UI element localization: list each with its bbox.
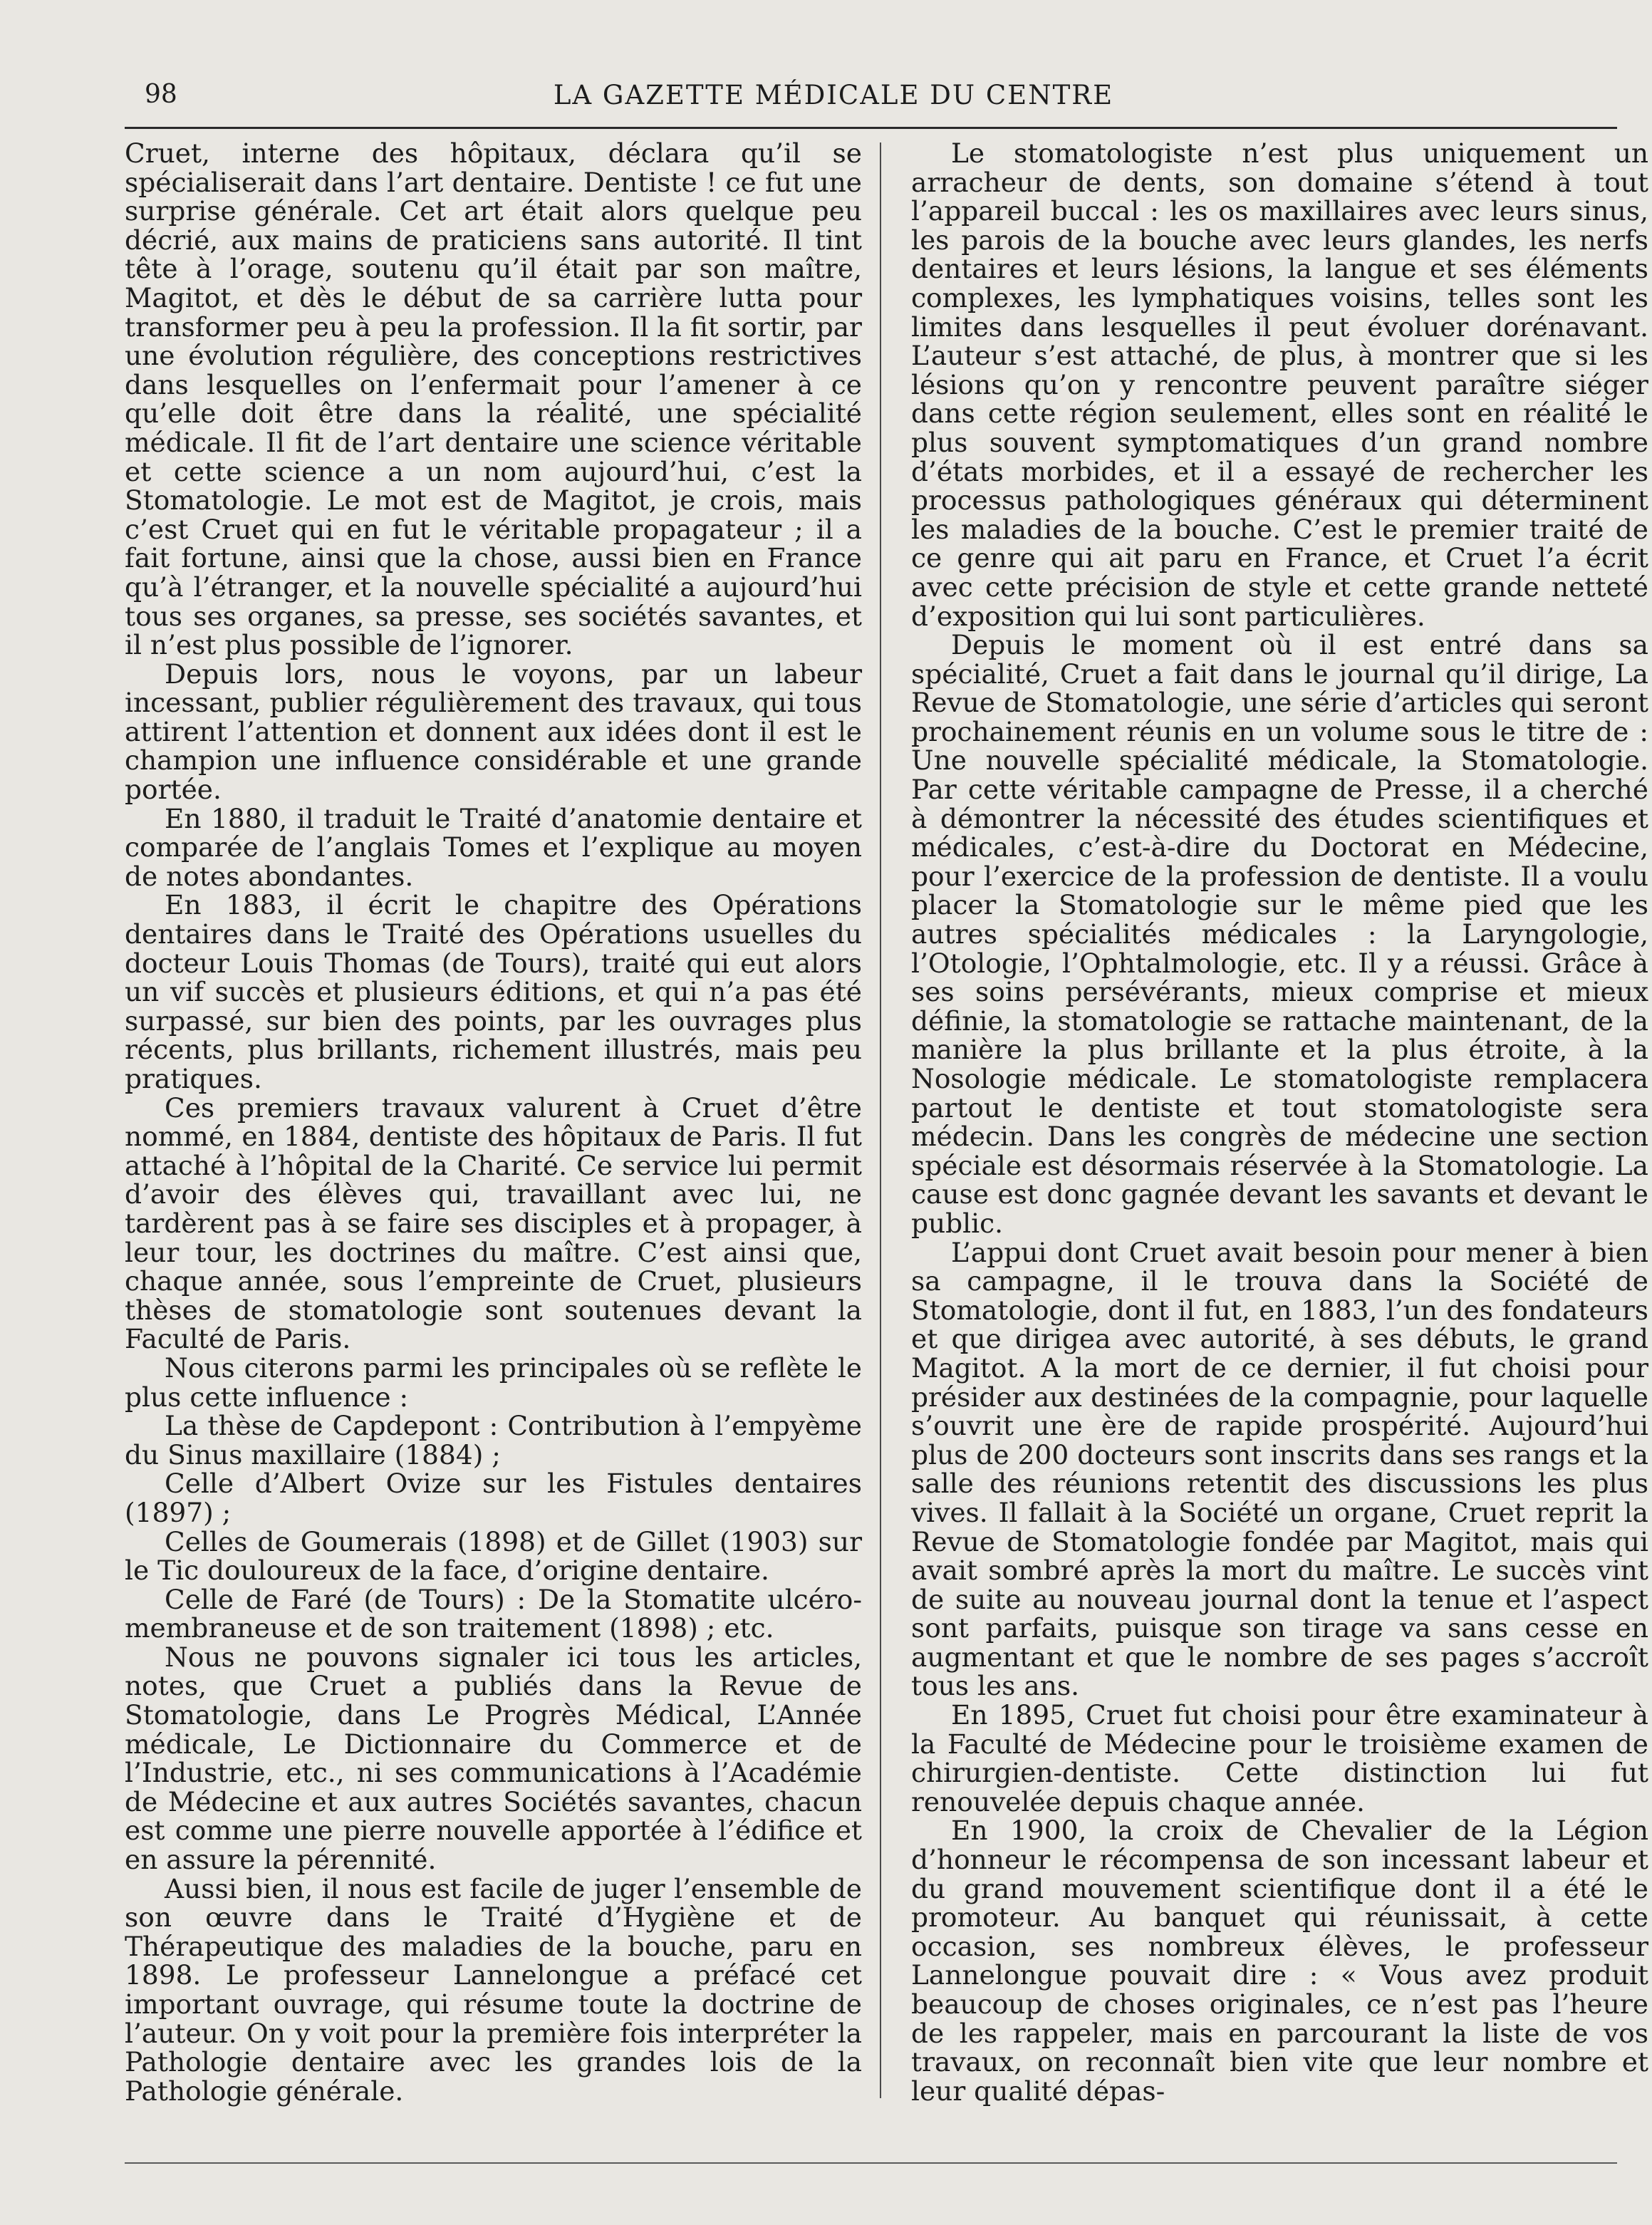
paragraph: Celle de Faré (de Tours) : De la Stomatite ulcéro-membraneuse et de son traitement (1898) ; etc. (125, 1583, 862, 1644)
paragraph: Ces premiers travaux valurent à Cruet d’être nommé, en 1884, dentiste des hôpitaux de Paris. Il fut attaché à l’hôpital de la Charité. Ce service lui permit d’avoir des élèves qui, travaillant avec lui, ne tardèrent pas à se faire ses disciples et à propager, à leur tour, les doctrines du maître. C’est ainsi que, chaque année, sous l’empreinte de Cruet, plusieurs thèses de stomatologie sont soutenues devant la Faculté de Paris. (125, 1091, 862, 1355)
paragraph: Celles de Goumerais (1898) et de Gillet (1903) sur le Tic douloureux de la face, d’origine dentaire. (125, 1525, 862, 1587)
paragraph: Depuis le moment où il est entré dans sa spécialité, Cruet a fait dans le journal qu’il dirige, La Revue de Stomatologie, une série d’articles qui seront prochainement réunis en un volume sous le titre de : Une nouvelle spécialité médicale, la Stomatologie. Par cette véritable campagne de Presse, il a cherché à démontrer la nécessité des études scientifiques et médicales, c’est-à-dire du Doctorat en Médecine, pour l’exercice de la profession de dentiste. Il a voulu placer la Stomatologie sur le même pied que les autres spécialités médicales : la Laryngologie, l’Otologie, l’Ophtalmologie, etc. Il y a réussi. Grâce à ses soins persévérants, mieux comprise et mieux définie, la stomatologie se rattache maintenant, de la manière la plus brillante et la plus étroite, à la Nosologie médicale. Le stomatologiste remplacera partout le dentiste et tout stomatologiste sera médecin. Dans les congrès de médecine une section spéciale est désormais réservée à la Stomatologie. La cause est donc gagnée devant les savants et devant le public. (911, 629, 1648, 1239)
paragraph: Le stomatologiste n’est plus uniquement un arracheur de dents, son domaine s’étend à tout l’appareil buccal : les os maxillaires avec leurs sinus, les parois de la bouche avec leurs glandes, les nerfs dentaires et leurs lésions, la langue et ses éléments complexes, les lymphatiques voisins, telles sont les limites dans lesquelles il peut évoluer dorénavant. L’auteur s’est attaché, de plus, à montrer que si les lésions qu’on y rencontre peuvent paraître siéger dans cette région seulement, elles sont en réalité le plus souvent symptomatiques d’un grand nombre d’états morbides, et il a essayé de rechercher les processus pathologiques généraux qui déterminent les maladies de la bouche. C’est le premier traité de ce genre qui ait paru en France, et Cruet l’a écrit avec cette précision de style et cette grande netteté d’exposition qui lui sont particulières. (911, 138, 1648, 632)
paragraph: En 1895, Cruet fut choisi pour être examinateur à la Faculté de Médecine pour le troisième examen de chirurgien-dentiste. Cette distinction lui fut renouvelée depuis chaque année. (911, 1699, 1648, 1817)
column-divider (880, 142, 881, 2098)
right-column (911, 139, 1648, 2105)
paragraph: La thèse de Capdepont : Contribution à l’empyème du Sinus maxillaire (1884) ; (125, 1410, 862, 1471)
header-rule (125, 127, 1617, 129)
paragraph: Aussi bien, il nous est facile de juger l’ensemble de son œuvre dans le Traité d’Hygiène et de Thérapeutique des maladies de la bouche, paru en 1898. Le professeur Lannelongue a préfacé cet important ouvrage, qui résume toute la doctrine de l’auteur. On y voit pour la première fois interpréter la Pathologie dentaire avec les grandes lois de la Pathologie générale. (125, 1872, 862, 2107)
paragraph: Depuis lors, nous le voyons, par un labeur incessant, publier régulièrement des travaux, qui tous attirent l’attention et donnent aux idées dont il est le champion une influence considérable et une grande portée. (125, 658, 862, 806)
paragraph: Nous ne pouvons signaler ici tous les articles, notes, que Cruet a publiés dans la Revue de Stomatologie, dans Le Progrès Médical, L’Année médicale, Le Dictionnaire du Commerce et de l’Industrie, etc., ni ses communications à l’Académie de Médecine et aux autres Sociétés savantes, chacun est comme une pierre nouvelle apportée à l’édifice et en assure la pérennité. (125, 1641, 862, 1876)
paragraph: Celle d’Albert Ovize sur les Fistules dentaires (1897) ; (125, 1468, 862, 1528)
page-number: 98 (145, 80, 177, 109)
footer-rule (125, 2162, 1617, 2164)
paragraph: Cruet, interne des hôpitaux, déclara qu’il se spécialiserait dans l’art dentaire. Dentiste ! ce fut une surprise générale. Cet art était alors quelque peu décrié, aux mains de praticiens sans autorité. Il tint tête à l’orage, soutenu qu’il était par son maître, Magitot, et dès le début de sa carrière lutta pour transformer peu à peu la profession. Il la fit sortir, par une évolution régulière, des conceptions restrictives dans lesquelles on l’enfermait pour l’amener à ce qu’elle doit être dans la réalité, une spécialité médicale. Il fit de l’art dentaire une science véritable et cette science a un nom aujourd’hui, c’est la Stomatologie. Le mot est de Magitot, je crois, mais c’est Cruet qui en fut le véritable propagateur ; il a fait fortune, ainsi que la chose, aussi bien en France qu’à l’étranger, et la nouvelle spécialité a aujourd’hui tous ses organes, sa presse, ses sociétés savantes, et il n’est plus possible de l’ignorer. (125, 138, 862, 661)
paragraph: Nous citerons parmi les principales où se reflète le plus cette influence : (125, 1352, 862, 1413)
paragraph: En 1900, la croix de Chevalier de la Légion d’honneur le récompensa de son incessant labeur et du grand mouvement scientifique dont il a été le promoteur. Au banquet qui réunissait, à cette occasion, ses nombreux élèves, le professeur Lannelongue pouvait dire : « Vous avez produit beaucoup de choses originales, ce n’est pas l’heure de les rappeler, mais en parcourant la liste de vos travaux, on reconnaît bien vite que leur nombre et leur qualité dépas- (911, 1815, 1648, 2107)
paragraph: En 1880, il traduit le Traité d’anatomie dentaire et comparée de l’anglais Tomes et l’explique au moyen de notes abondantes. (125, 802, 862, 892)
left-column (125, 139, 862, 2105)
running-title: LA GAZETTE MÉDICALE DU CENTRE (553, 80, 1114, 110)
paragraph: En 1883, il écrit le chapitre des Opérations dentaires dans le Traité des Opérations usuelles du docteur Louis Thomas (de Tours), traité qui eut alors un vif succès et plusieurs éditions, et qui n’a pas été surpassé, sur bien des points, par les ouvrages plus récents, plus brillants, richement illustrés, mais peu pratiques. (125, 889, 862, 1094)
page-header (125, 77, 1542, 120)
paragraph: L’appui dont Cruet avait besoin pour mener à bien sa campagne, il le trouva dans la Société de Stomatologie, dont il fut, en 1883, l’un des fondateurs et que dirigea avec autorité, à ses débuts, le grand Magitot. A la mort de ce dernier, il fut choisi pour présider aux destinées de la compagnie, pour laquelle s’ouvrit une ère de rapide prospérité. Aujourd’hui plus de 200 docteurs sont inscrits dans ses rangs et la salle des réunions retentit des discussions les plus vives. Il fallait à la Société un organe, Cruet reprit la Revue de Stomatologie fondée par Magitot, mais qui avait sombré après la mort du maître. Le succès vint de suite au nouveau journal dont la tenue et l’aspect sont parfaits, puisque son tirage va sans cesse en augmentant et que le nombre de ses pages s’accroît tous les ans. (911, 1236, 1648, 1702)
